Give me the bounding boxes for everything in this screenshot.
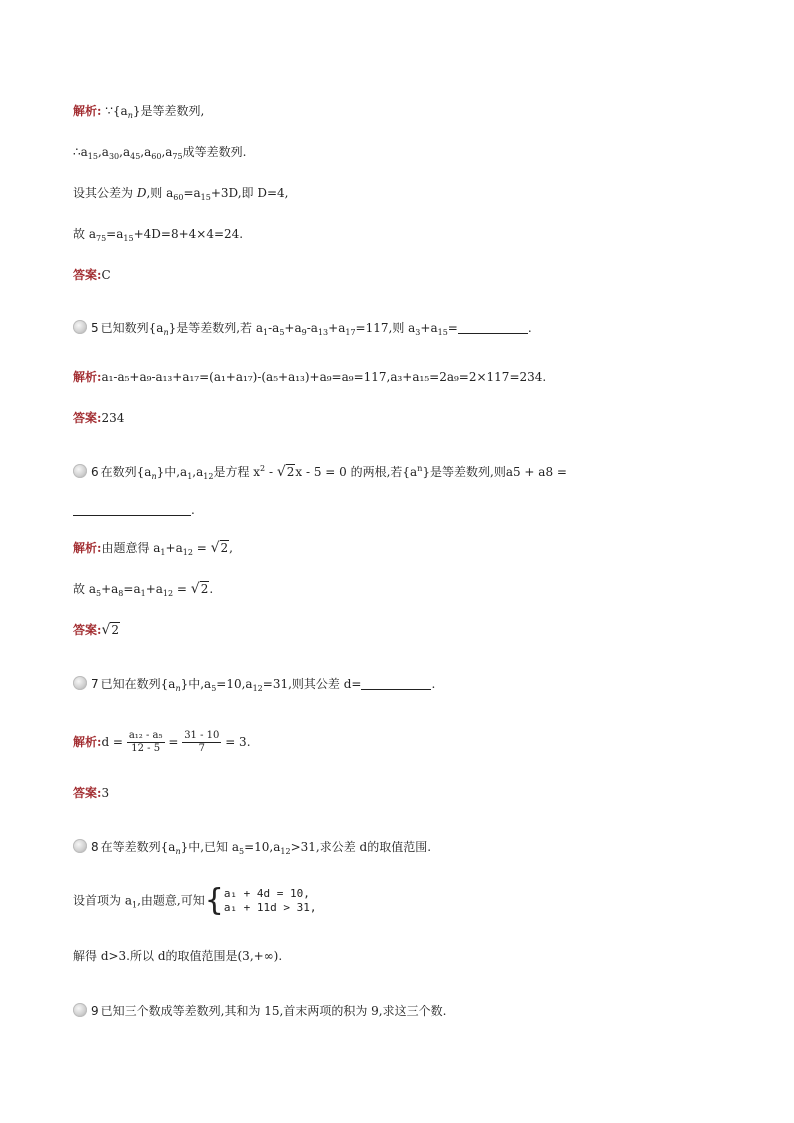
q7-question: 7 已知在数列$\{a_n\}$中$,a_5=10,a_{12}=31$,则其公差 d= . bbox=[73, 676, 435, 692]
fraction-2: $\frac{31 - 10}{7}$ bbox=[184, 730, 220, 754]
question-bullet-icon bbox=[73, 1003, 87, 1017]
answer-blank[interactable] bbox=[73, 503, 191, 516]
q6-blank-line: . bbox=[73, 502, 195, 518]
sqrt-expression: √2 bbox=[190, 581, 209, 597]
analysis-label: 解析: bbox=[73, 541, 102, 555]
fraction-1: $\frac{\text{a₁₂ - a₅}}{12 - 5}$ bbox=[128, 730, 163, 754]
q9-question: 9 已知三个数成等差数列,其和为 15,首末两项的积为 9,求这三个数. bbox=[73, 1003, 446, 1019]
q5-analysis: 解析:a₁-a₅+a₉-a₁₃+a₁₇=(a₁+a₁₇)-(a₅+a₁₃)+a₉=a₉=117,a₃+a₁₅=2a₉=2×117=234. bbox=[73, 370, 547, 384]
q4-answer: 答案:C bbox=[73, 268, 111, 282]
q5-answer: 答案:234 bbox=[73, 411, 125, 425]
equation-system: { a₁ + 4d = 10, a₁ + 11d > 31, bbox=[204, 883, 317, 918]
question-bullet-icon bbox=[73, 676, 87, 690]
q6-question: 6 在数列$\{a_n\}$中$,a_1,a_{12}$是方程 $x^2 - √2x - 5 = 0$ 的两根,若$\{a^n\}$是等差数列,则a5 + a8 = bbox=[73, 464, 567, 480]
q4-analysis-line3: 设其公差为 D,则 $a_{60}=a_{15}+3D$,即 D=4, bbox=[73, 186, 289, 202]
question-number: 9 bbox=[91, 1004, 99, 1018]
analysis-label: 解析: bbox=[73, 370, 102, 384]
q5-question: 5 已知数列$\{a_n\}$是等差数列,若 $a_1-a_5+a_9-a_{13}+a_{17}=117$,则 $a_3+a_{15}=$ . bbox=[73, 320, 532, 336]
question-number: 8 bbox=[91, 840, 99, 854]
q8-question: 8 在等差数列$\{a_n\}$中,已知 $a_5=10,a_{12}>31$,求公差 d的取值范围. bbox=[73, 839, 431, 855]
answer-label: 答案: bbox=[73, 623, 102, 637]
q7-answer: 答案:3 bbox=[73, 786, 110, 800]
answer-label: 答案: bbox=[73, 786, 102, 800]
question-bullet-icon bbox=[73, 320, 87, 334]
q4-analysis-line2: $\therefore a_{15},a_{30},a_{45},a_{60},a_{75}$成等差数列. bbox=[73, 145, 247, 161]
answer-blank[interactable] bbox=[458, 321, 528, 334]
answer-label: 答案: bbox=[73, 411, 102, 425]
q6-answer bbox=[73, 622, 120, 638]
q6-analysis-line2: 故 $a_5+a_8=a_1+a_{12} = √2$. bbox=[73, 581, 214, 598]
question-number: 7 bbox=[91, 677, 99, 691]
question-number: 5 bbox=[91, 321, 99, 335]
sqrt-expression: √2 bbox=[276, 464, 295, 480]
q8-result: 解得 d>3.所以 d的取值范围是(3,+∞). bbox=[73, 949, 283, 963]
question-bullet-icon bbox=[73, 839, 87, 853]
q6-analysis-line1: 解析:由题意得 $a_1+a_{12} = √2$, bbox=[73, 540, 233, 557]
analysis-label: 解析: bbox=[73, 735, 102, 749]
q8-solution-system: 设首项为 $a_1$,由题意,可知 { a₁ + 4d = 10, a₁ + 11d > 31, bbox=[73, 883, 317, 918]
q4-analysis-line4: 故 $a_{75}=a_{15}+4D=8+4\times 4=24$. bbox=[73, 227, 244, 243]
answer-label: 答案: bbox=[73, 268, 102, 282]
analysis-label: 解析: bbox=[73, 104, 102, 118]
q7-analysis: 解析:d = $\frac{\text{a₁₂ - a₅}}{12 - 5}$ = $\frac{31 - 10}{7}$ = 3. bbox=[73, 730, 251, 754]
answer-blank[interactable] bbox=[361, 677, 431, 690]
question-number: 6 bbox=[91, 465, 99, 479]
q4-analysis-line1: 解析: $\because\{a_n\}$是等差数列, bbox=[73, 104, 205, 120]
sqrt-expression: √2 bbox=[101, 622, 119, 638]
sqrt-expression: √2 bbox=[210, 540, 229, 556]
left-brace-icon: { bbox=[204, 883, 224, 918]
question-bullet-icon bbox=[73, 464, 87, 478]
